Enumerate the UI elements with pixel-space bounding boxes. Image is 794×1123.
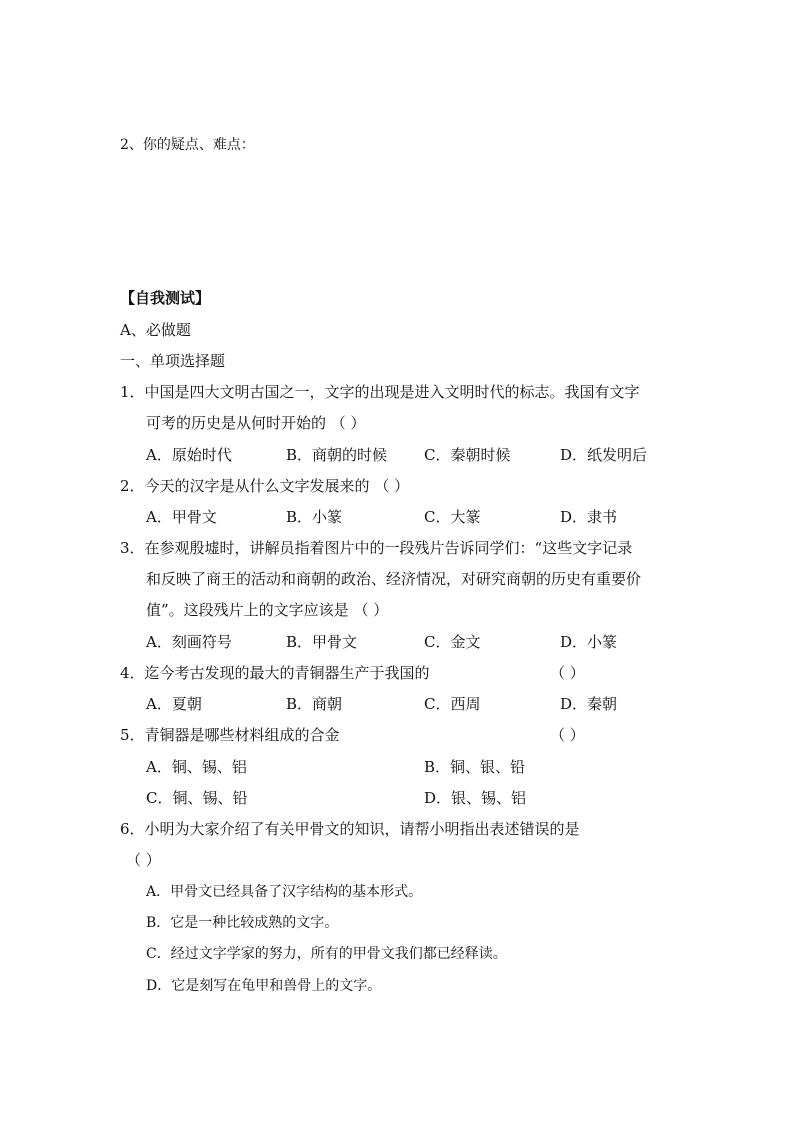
question-6-option-d: D．它是刻写在龟甲和兽骨上的文字。: [146, 978, 382, 994]
question-5-answer-bracket: （ ）: [550, 726, 585, 744]
question-2-option-c: C．大篆: [424, 508, 481, 526]
question-4-answer-bracket: （ ）: [550, 664, 585, 682]
question-4-option-a: A．夏朝: [146, 695, 202, 713]
question-3-line-3: 值”。这段残片上的文字应该是 （ ）: [146, 601, 389, 619]
question-2-line-1: 2．今天的汉字是从什么文字发展来的 （ ）: [120, 477, 410, 495]
question-3-option-a: A．刻画符号: [146, 633, 232, 651]
section-title: 【自我测试】: [120, 289, 211, 307]
question-5-option-d: D．银、锡、铝: [424, 789, 527, 807]
question-2-option-a: A．甲骨文: [146, 508, 217, 526]
question-1-line-1: 1．中国是四大文明古国之一，文字的出现是进入文明时代的标志。我国有文字: [120, 383, 640, 401]
question-2-option-d: D．隶书: [560, 508, 618, 526]
question-1-option-d: D．纸发明后: [560, 446, 648, 464]
question-2-option-b: B．小篆: [286, 508, 343, 526]
difficulty-prompt: 2、你的疑点、难点：: [120, 137, 255, 153]
section-category: 一、单项选择题: [120, 352, 226, 370]
question-6-line-1: 6．小明为大家介绍了有关甲骨文的知识，请帮小明指出表述错误的是: [120, 820, 580, 838]
question-6-option-a: A．甲骨文已经具备了汉字结构的基本形式。: [146, 884, 423, 900]
section-part: A、必做题: [120, 321, 191, 339]
question-3-option-d: D．小篆: [560, 633, 618, 651]
question-1-line-2: 可考的历史是从何时开始的 （ ）: [146, 414, 366, 432]
question-1-option-b: B．商朝的时候: [286, 446, 388, 464]
question-4-option-c: C．西周: [424, 695, 481, 713]
question-1-option-a: A．原始时代: [146, 446, 232, 464]
question-5-option-b: B．铜、银、铅: [424, 758, 526, 776]
question-6-option-c: C．经过文字学家的努力，所有的甲骨文我们都已经释读。: [146, 946, 507, 962]
question-4-line-1: 4．迄今考古发现的最大的青铜器生产于我国的: [120, 664, 430, 682]
question-6-answer-bracket: （ ）: [126, 851, 161, 869]
question-5-option-c: C．铜、锡、铅: [146, 789, 248, 807]
question-3-line-2: 和反映了商王的活动和商朝的政治、经济情况，对研究商朝的历史有重要价: [146, 570, 642, 588]
question-3-option-c: C．金文: [424, 633, 481, 651]
question-1-option-c: C．秦朝时候: [424, 446, 511, 464]
question-3-option-b: B．甲骨文: [286, 633, 358, 651]
question-5-option-a: A．铜、锡、铝: [146, 758, 247, 776]
question-4-option-d: D．秦朝: [560, 695, 618, 713]
question-3-line-1: 3．在参观殷墟时，讲解员指着图片中的一段残片告诉同学们：“这些文字记录: [120, 539, 633, 557]
question-5-line-1: 5．青铜器是哪些材料组成的合金: [120, 726, 340, 744]
question-6-option-b: B．它是一种比较成熟的文字。: [146, 915, 339, 931]
question-4-option-b: B．商朝: [286, 695, 343, 713]
